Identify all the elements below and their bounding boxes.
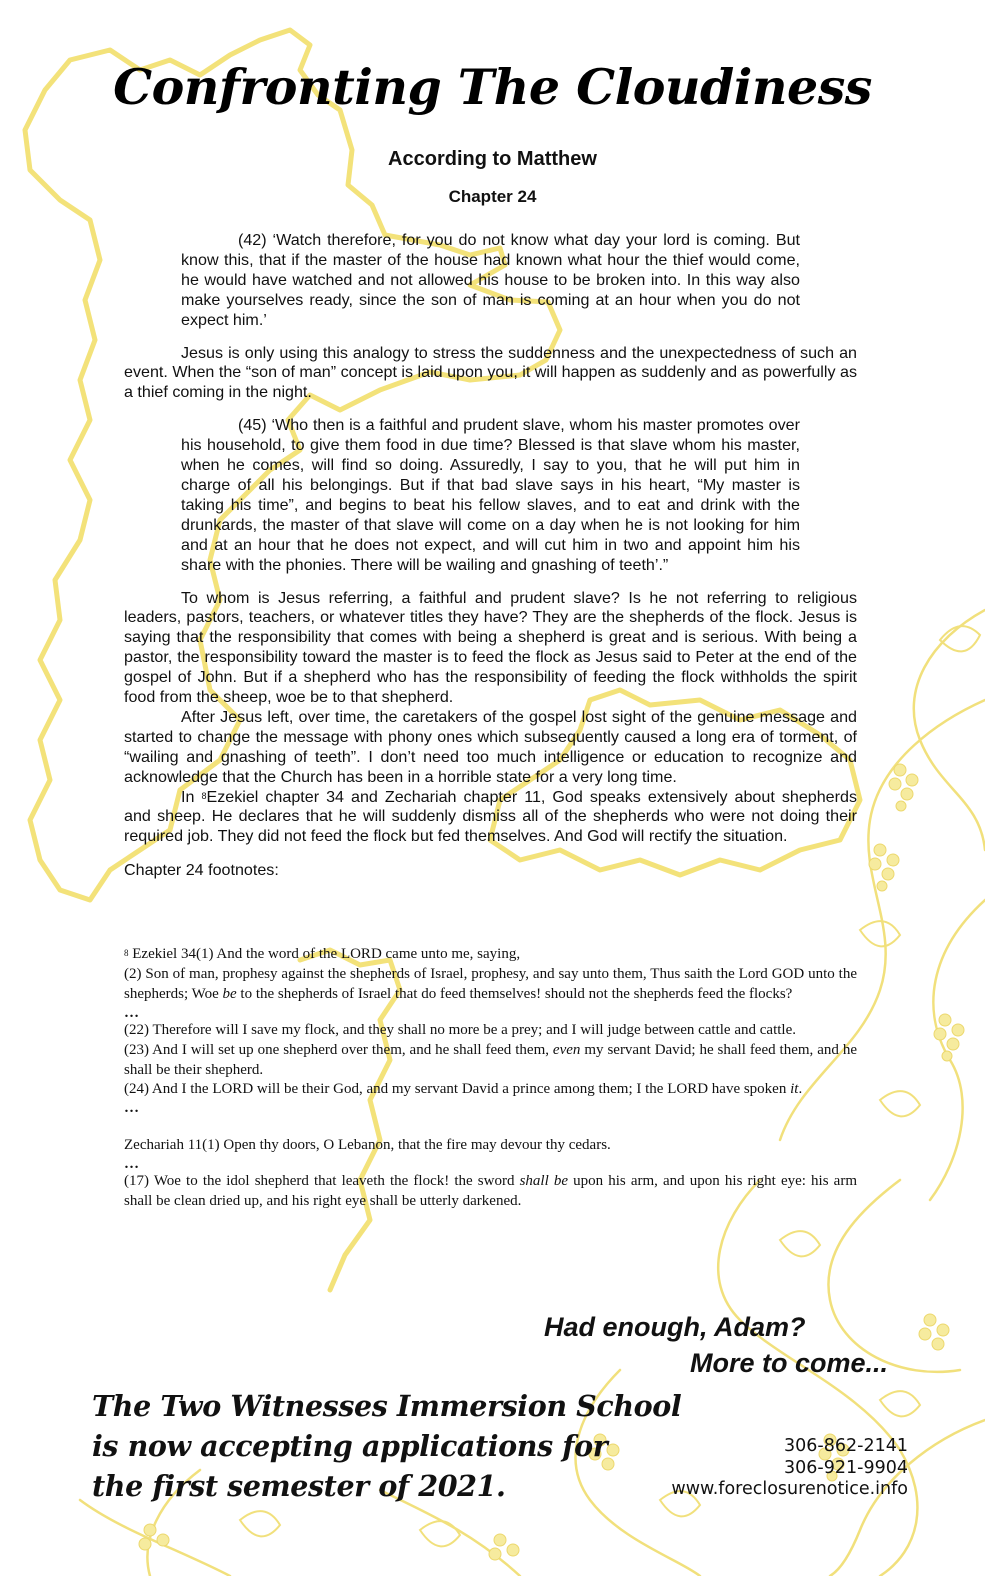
ezekiel-23-italic: even — [552, 1041, 581, 1058]
footnote-ezekiel-24 — [124, 1080, 857, 1100]
commentary-paragraph-2: To whom is Jesus referring, a faithful and prudent slave? Is he not referring to religious leaders, pastors, teachers, or whatever titles they have? They are the shepherds of the flock. Jesus is saying that the responsibility that comes with being a shepherd is great and is serious. With being a pastor, the responsibility toward the master is to feed the flock as Jesus said to Peter at the end of the gospel of John. But if a shepherd who has the responsibility of feeding the flock withholds the spirit food from the sheep, woe be to that shepherd. — [124, 588, 857, 707]
commentary-paragraph-1: Jesus is only using this analogy to stress the suddenness and the unexpectedness of such an event. When the “son of man” concept is laid upon you, it will happen as suddenly and as powerfully as a thief coming in the night. — [124, 343, 857, 402]
ezekiel-24-italic: it — [790, 1081, 799, 1098]
tagline-had-enough: Had enough, Adam? — [544, 1312, 806, 1342]
page-subtitle: According to Matthew — [388, 148, 597, 170]
article-body — [124, 231, 857, 881]
footnote-ezekiel-1-text: Ezekiel 34(1) And the word of the LORD came unto me, saying, — [128, 946, 521, 962]
footnotes-heading: Chapter 24 footnotes: — [124, 861, 279, 880]
commentary-paragraph-3: After Jesus left, over time, the caretakers of the gospel lost sight of the genuine message and started to change the message with phony ones which subsequently caused a long era of torment, of “wailing and gnashing of teeth”. I don’t need too much intelligence or education to recognize and acknowledge that the Church has been in a horrible state for a very long time. — [124, 707, 857, 786]
chapter-heading: Chapter 24 — [448, 187, 537, 206]
scripture-quote-42: (42) ‘Watch therefore, for you do not know what day your lord is coming. But know this, that if the master of the house had known what hour the thief would come, he would have watched and not allowed his house to be broken into. In this way also make yourselves ready, since the son of man is coming at an hour when you do not expect him.’ — [181, 231, 800, 329]
footnote-ezekiel-2 — [124, 965, 857, 1005]
school-line-1: The Two Witnesses Immersion School — [92, 1389, 682, 1423]
footnote-ezekiel-23 — [124, 1041, 857, 1081]
school-line-3: the first semester of 2021. — [92, 1469, 506, 1503]
commentary-paragraph-4 — [124, 788, 857, 848]
ezekiel-2-italic: be — [222, 985, 237, 1002]
zechariah-17-italic: shall be — [519, 1173, 569, 1190]
ellipsis-2: … — [124, 1100, 139, 1117]
zechariah-17-text-b: upon his arm, and upon his right eye: his arm shall be clean dried up, and his right eye shall be utterly darkened. — [124, 1173, 857, 1210]
paragraph-4-prefix: In — [181, 787, 202, 806]
footnote-ezekiel-22: (22) Therefore will I save my flock, and they shall no more be a prey; and I will judge between cattle and cattle. — [124, 1021, 796, 1038]
scripture-quote-45: (45) ‘Who then is a faithful and prudent slave, whom his master promotes over his household, to give them food in due time? Blessed is that slave whom his master, when he comes, will find so doing. Assuredly, I say to you, that he will put him in charge of all his belongings. But if that bad slave says in his heart, “My master is taking his time”, and begins to beat his fellow slaves, and to eat and drink with the drunkards, the master of that slave will come on a day when he is not looking for him and at an hour that he does not expect, and will cut him in two and appoint him his share with the phonies. There will be wailing and gnashing of teeth’.” — [181, 416, 800, 574]
footnotes-section — [124, 945, 857, 1212]
phone-number-2: 306-921-9904 — [784, 1457, 908, 1478]
zechariah-17-text-a: (17) Woe to the idol shepherd that leaveth the flock! the sword — [124, 1173, 520, 1190]
phone-number-1: 306-862-2141 — [784, 1436, 908, 1456]
ezekiel-23-text-a: (23) And I will set up one shepherd over them, and he shall feed them, — [124, 1041, 553, 1058]
contact-info — [671, 1436, 908, 1501]
website-link[interactable]: www.foreclosurenotice.info — [671, 1479, 908, 1499]
footnote-marker: 8 — [201, 790, 207, 801]
ellipsis-1: … — [124, 1004, 139, 1021]
school-announcement — [92, 1386, 681, 1506]
tagline-more-to-come: More to come... — [690, 1348, 889, 1378]
footnote-zechariah-17 — [124, 1172, 857, 1212]
spacer-line — [124, 1116, 857, 1136]
ezekiel-2-text-b: to the shepherds of Israel that do feed themselves! should not the shepherds feed the flocks? — [236, 985, 793, 1002]
page-title: Confronting The Cloudiness — [113, 58, 872, 116]
ezekiel-2-text-a: (2) Son of man, prophesy against the shepherds of Israel, prophesy, and say unto them, Thus saith the Lord GOD unto the shepherds; Woe — [124, 965, 857, 1002]
paragraph-4-text: Ezekiel chapter 34 and Zechariah chapter 11, God speaks extensively about shepherds and sheep. He declares that he will suddenly dismiss all of the shepherds who were not doing their required job. They did not feed the flock but fed themselves. And God will rectify the situation. — [124, 787, 857, 846]
ezekiel-24-text-b: . — [798, 1081, 803, 1098]
ezekiel-23-text-b: my servant David; he shall feed them, and he shall be their shepherd. — [124, 1041, 857, 1078]
footnote-number: 8 — [124, 948, 129, 958]
footnote-ezekiel-1 — [124, 945, 857, 965]
footnote-zechariah-1: Zechariah 11(1) Open thy doors, O Lebanon, that the fire may devour thy cedars. — [124, 1137, 611, 1154]
school-line-2: is now accepting applications for — [92, 1429, 608, 1463]
ezekiel-24-text-a: (24) And I the LORD will be their God, and my servant David a prince among them; I the LORD have spoken — [124, 1081, 791, 1098]
ellipsis-3: … — [124, 1156, 139, 1173]
